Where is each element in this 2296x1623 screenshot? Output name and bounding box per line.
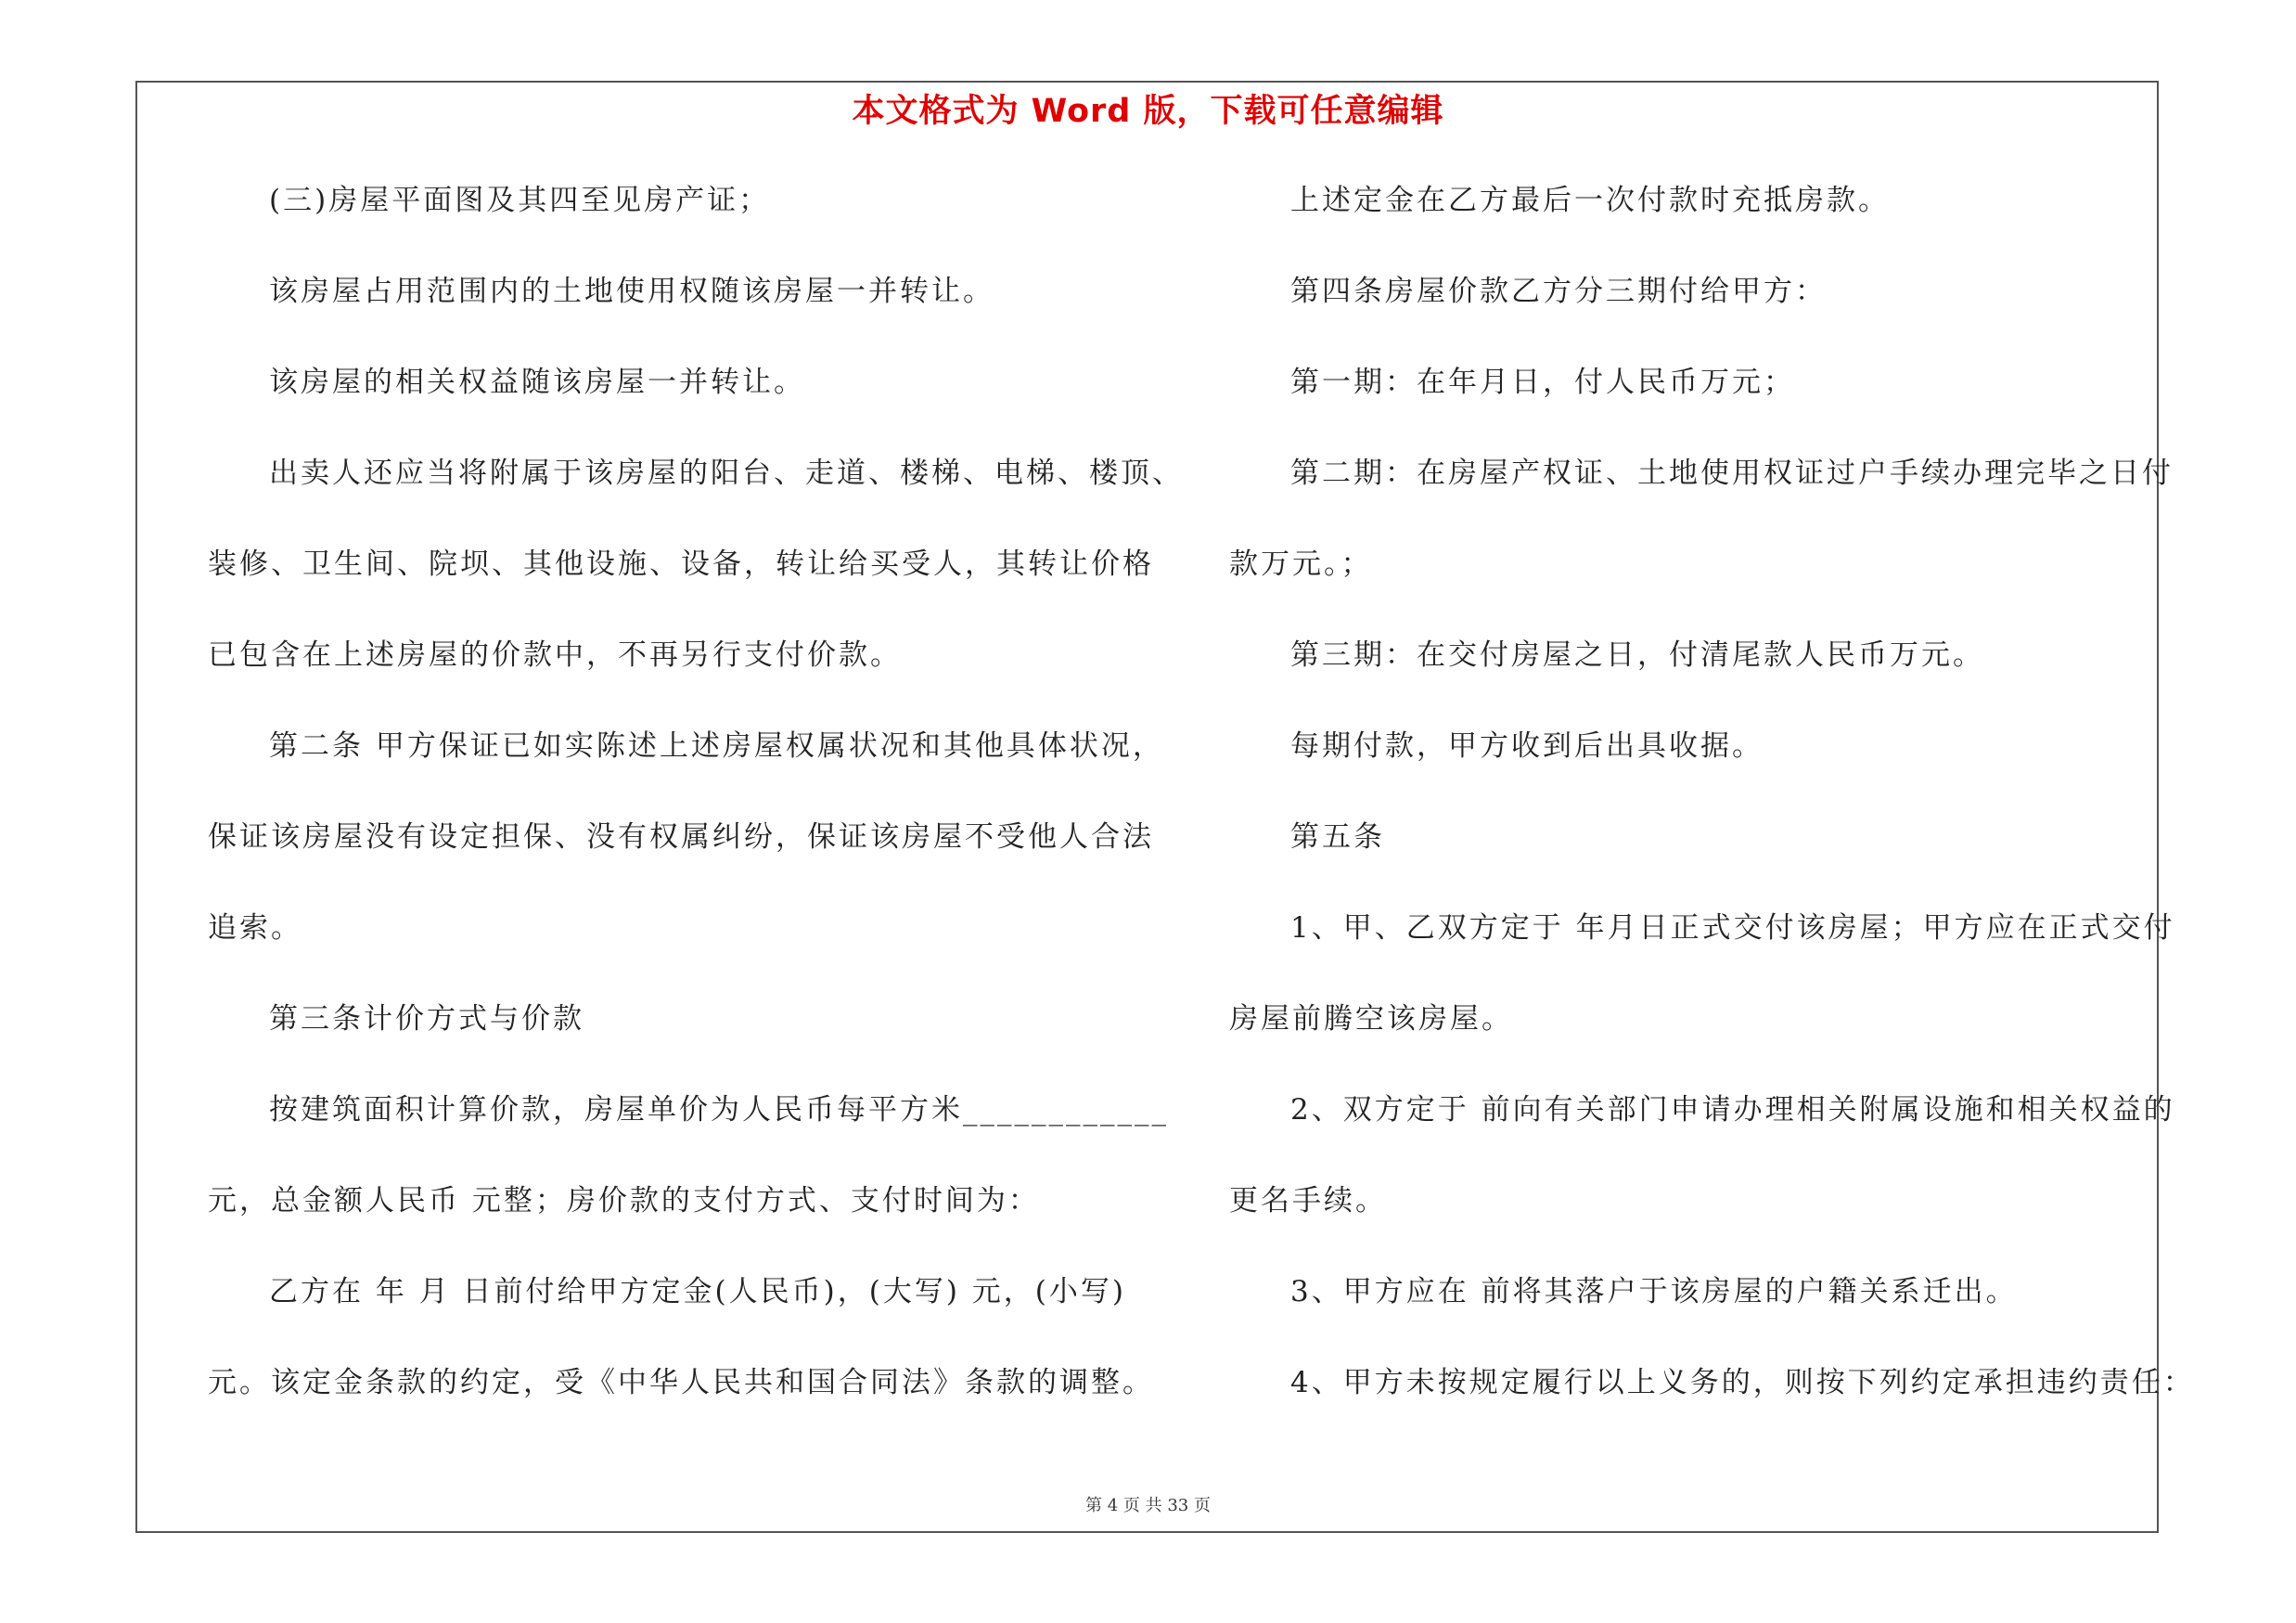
- paragraph: [1229, 1273, 2161, 1364]
- paragraph-line: 第四条房屋价款乙方分三期付给甲方：: [1290, 275, 1827, 308]
- paragraph-line: 已包含在上述房屋的价款中，不再另行支付价款。: [208, 638, 902, 672]
- paragraph: [1229, 273, 2161, 364]
- paragraph: [1229, 1091, 2175, 1273]
- paragraph-line: 2、双方定于 前向有关部门申请办理相关附属设施和相关权益的: [1290, 1093, 2175, 1127]
- paragraph: [1229, 1364, 2195, 1455]
- paragraph-line: 第一期：在年月日，付人民币万元；: [1290, 366, 1795, 399]
- paragraph: [1229, 182, 2161, 273]
- paragraph-line: 保证该房屋没有设定担保、没有权属纠纷，保证该房屋不受他人合法: [208, 820, 1154, 854]
- paragraph-line: 追索。: [208, 911, 302, 945]
- paragraph: [1229, 818, 2161, 909]
- paragraph-line: 按建筑面积计算价款，房屋单价为人民币每平方米____________: [269, 1093, 1169, 1127]
- paragraph-line: 乙方在 年 月 日前付给甲方定金(人民币)，(大写) 元，(小写): [269, 1275, 1126, 1308]
- paragraph-line: 第二条 甲方保证已如实陈述上述房屋权属状况和其他具体状况，: [269, 729, 1164, 763]
- paragraph-line: 第二期：在房屋产权证、土地使用权证过户手续办理完毕之日付: [1290, 457, 2174, 490]
- paragraph: [1229, 455, 2174, 637]
- paragraph-line: 该房屋占用范围内的土地使用权随该房屋一并转让。: [269, 275, 994, 308]
- paragraph-line: 3、甲方应在 前将其落户于该房屋的户籍关系迁出。: [1290, 1275, 2018, 1308]
- paragraph: [1229, 364, 2161, 455]
- paragraph: [208, 1000, 1169, 1091]
- paragraph-line: 每期付款，甲方收到后出具收据。: [1290, 729, 1764, 763]
- paragraph: [1229, 909, 2175, 1091]
- paragraph: [208, 273, 1169, 364]
- paragraph-line: 第三期：在交付房屋之日，付清尾款人民币万元。: [1290, 638, 1984, 672]
- paragraph: [208, 1273, 1169, 1455]
- paragraph-line: 出卖人还应当将附属于该房屋的阳台、走道、楼梯、电梯、楼顶、: [269, 457, 1184, 490]
- paragraph: [1229, 637, 2161, 728]
- paragraph-line: 元，总金额人民币 元整；房价款的支付方式、支付时间为：: [208, 1184, 1040, 1217]
- paragraph-line: 上述定金在乙方最后一次付款时充抵房款。: [1290, 184, 1890, 217]
- word-format-banner: 本文格式为 Word 版，下载可任意编辑: [852, 93, 1444, 130]
- paragraph-line: (三)房屋平面图及其四至见房产证；: [269, 184, 771, 217]
- paragraph-line: 第三条计价方式与价款: [269, 1002, 584, 1036]
- paragraph-line: 元。该定金条款的约定，受《中华人民共和国合同法》条款的调整。: [208, 1366, 1154, 1399]
- paragraph-line: 该房屋的相关权益随该房屋一并转让。: [269, 366, 805, 399]
- paragraph-line: 第五条: [1290, 820, 1385, 854]
- paragraph-line: 4、甲方未按规定履行以上义务的，则按下列约定承担违约责任：: [1290, 1366, 2195, 1399]
- paragraph-line: 款万元。；: [1229, 547, 1373, 581]
- paragraph-line: 房屋前腾空该房屋。: [1229, 1002, 1513, 1036]
- paragraph-line: 装修、卫生间、院坝、其他设施、设备，转让给买受人，其转让价格: [208, 547, 1154, 581]
- paragraph: [208, 1091, 1169, 1273]
- paragraph: [208, 182, 1169, 273]
- page-number-footer: 第 4 页 共 33 页: [1085, 1496, 1211, 1515]
- paragraph: [208, 364, 1169, 455]
- paragraph-line: 1、甲、乙双方定于 年月日正式交付该房屋；甲方应在正式交付: [1290, 911, 2175, 945]
- paragraph-line: 更名手续。: [1229, 1184, 1387, 1217]
- paragraph: [208, 455, 1184, 728]
- paragraph: [208, 728, 1169, 1000]
- paragraph: [1229, 728, 2161, 818]
